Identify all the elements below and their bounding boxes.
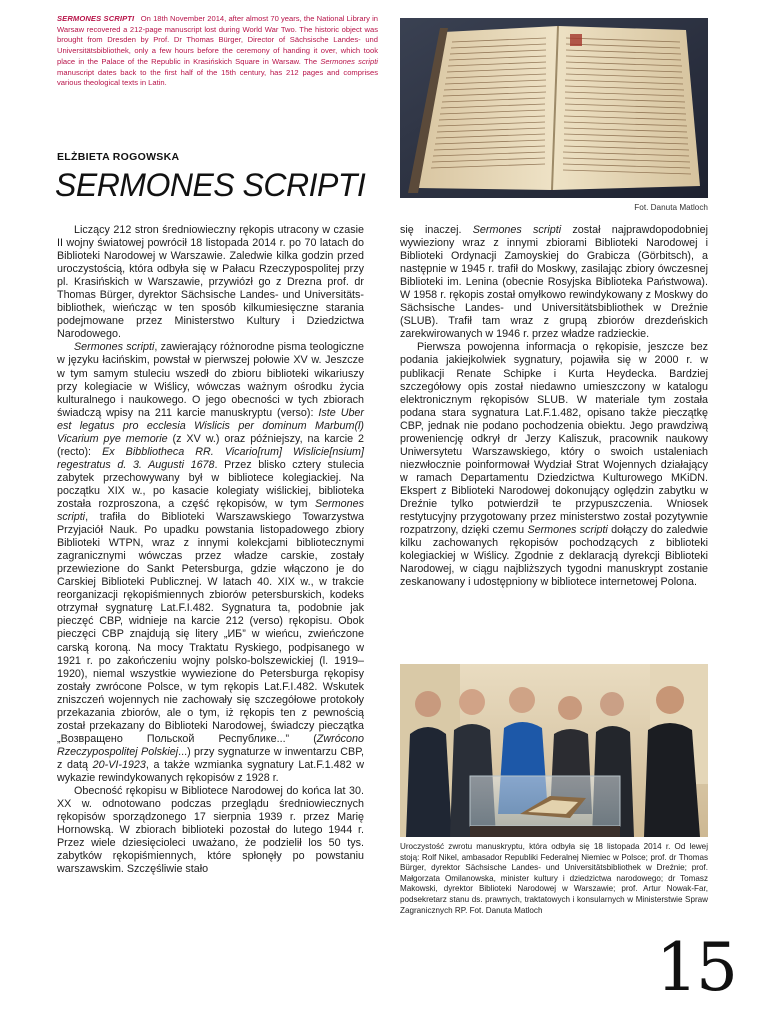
text-run: się inaczej.	[400, 224, 473, 236]
italic-term: Sermones scripti	[74, 341, 155, 354]
text-run: , zawierający różnorodne pisma teologiczne w języku łacińskim, powstał w pierwszej połowie XV w. Jeszcze w tym samym stuleciu wszedł do zbioru biblioteki wikariuszy przy kolegiacie w Wiślicy, wówczas ważnym ośrodku życia kulturalnego i naukowego. O jego obecności w tych zbiorach świadczą wpisy na 211 karcie manuskryptu (verso):	[57, 341, 364, 419]
italic-quote: Zwrócono Rzeczypospolitej Polskiej	[57, 732, 364, 758]
intro-text: On 18th November 2014, after almost 70 years, the National Library in Warsaw recovered a 212-page manuscript lost during World War Two. The historic object was brought from Dresden by Prof. Dr Thomas Bürger, Director of Sächsische Landes- und Universitätsbibliothek, only a few hours before the ceremony of handing it over, which took place in the Palace of the Republic in Krasińskich Square in Warsaw. The	[57, 14, 378, 66]
text-run: , a także wzmianka sygnatury Lat.F.1.482 w wykazie rewindykowanych rękopisów z 1928 r.	[57, 758, 364, 784]
text-run: , trafiła do Biblioteki Warszawskiego Towarzystwa Przyjaciół Nauk. Po upadku powstania listopadowego zbiory Biblioteki WTPN, wraz z innymi kolekcjami bibliotecznymi zagranicznymi wówczas przez władze carskie, zostały przewiezione do Sankt Petersburga, gdzie włączono je do Carskiej Biblioteki Publicznej. W latach 40. XIX w., w trakcie reorganizacji rękopiśmiennych zbiorów petersburskich, kodeks otrzymał sygnaturę Lat.F.I.482. Sygnatura ta, podobnie jak pieczęć CBP, widnieje na karcie 212 (verso) rękopisu. Obok pieczęci CBP znajdują się litery „ИБ” w wieńcu, zwieńczone carską koroną. Na mocy Traktatu Ryskiego, podpisanego w 1921 r. po zakończeniu wojny polsko-bolszewickiej (l. 1919–1920), niemal wszystkie wywiezione do Petersburga rękopisy zostały zwrócone Polsce, w tym rękopis Lat.F.I.482. Wskutek zniszczeń wojennych nie zachowały się szczegółowe protokoły przekazania zbiorów, ale o tym, iż rękopis ten z pewnością został przekazany do Biblioteki Narodowej, świadczy pieczątka „Возвращено Польской Республике...” (	[57, 511, 364, 745]
text-run: . Przez blisko cztery stulecia zabytek przechowywany był w bibliotece kolegiackiej. Na początku XIX w., po kasacie kolegiaty wiślickiej, biblioteka została rozproszona, a część rękopisów, w tym	[57, 458, 365, 510]
manuscript-photo	[400, 18, 708, 198]
article-column-right	[400, 224, 708, 589]
italic-term: Sermones scripti	[527, 524, 608, 537]
author-name: ELŻBIETA ROGOWSKA	[57, 151, 180, 163]
intro-italic: Sermones scripti	[320, 56, 378, 66]
intro-summary	[57, 14, 378, 89]
article-title: SERMONES SCRIPTI	[55, 167, 366, 203]
intro-keyword: SERMONES SCRIPTI	[57, 14, 135, 23]
text-run: Pierwsza powojenna informacja o rękopisie, jeszcze bez podania jakiejkolwiek sygnatury, pojawiła się w 2000 r. w publikacji Renate Schipke i Kurta Heydecka. Bardziej szczegółowy opis został niedawno umieszczony w katalogu elektronicznym rękopisów SLUB. W materiale tym została podana stara sygnatura Lat.F.1.482, opisano także pieczątkę CBP, jednak nie podano pochodzenia obiektu. Jego prawdziwą proweniencję odkrył dr Jerzy Kaliszuk, pracownik naukowy Uniwersytetu Warszawskiego, który o swoich ustaleniach niezwłocznie poinformował Wydział Strat Wojennych działający w ramach Departamentu Dziedzictwa Kulturowego MKiDN. Ekspert z Biblioteki Narodowej dokonujący oględzin zabytku w Dreźnie tylko potwierdził te przypuszczenia. Wniosek restytucyjny przygotowany przez ministerstwo został pozytywnie rozpatrzony, dzięki czemu	[400, 341, 708, 537]
intro-text-end: manuscript dates back to the first half of the 15th century, has 212 pages and comprises various theological texts in Latin.	[57, 67, 378, 88]
paragraph	[400, 341, 708, 589]
photo-caption: Uroczystość zwrotu manuskryptu, która odbyła się 18 listopada 2014 r. Od lewej stoją: Rolf Nikel, ambasador Republiki Federalnej Niemiec w Polsce; prof. dr Thomas Bürger, dyrektor Sächsische Landes- und Universitätsbibliothek w Dreźnie; prof. Małgorzata Omilanowska, minister kultury i dziedzictwa narodowego; dr Tomasz Makowski, dyrektor Biblioteki Narodowej w Warszawie; prof. Artur Nowak-Far, podsekretarz stanu ds. prawnych, traktatowych i konsularnych w Ministerstwie Spraw Zagranicznych RP. Fot. Danuta Matloch	[400, 842, 708, 915]
italic-quote: Iste Uber est legatus pro ecclesia Wislicis per dominum Marbum(l) Vicarium pye memorie	[57, 406, 364, 445]
text-run: został najprawdopodobniej wywieziony wraz z innymi zbiorami Biblioteki Narodowej i Biblioteki Ordynacji Zamoyskiej do Grabicza (Görbitsch), a następnie w 1945 r. trafił do Moskwy, zasilając zbiory ówczesnej Biblioteki im. Lenina (obecnie Rosyjska Biblioteka Państwowa). W 1958 r. rękopis został omyłkowo rewindykowany z Moskwy do Sächsische Landes- und Universitätsbibliothek w Dreźnie (SLUB). Trafił tam wraz z grupą zbiorów drezdeńskich zarekwirowanych w 1946 r. przez władze radzieckie.	[400, 224, 708, 341]
text-run: dołączy do zaledwie kilku zachowanych rękopisów pochodzących z biblioteki kolegiackiej w Wiślicy. Zgodnie z deklaracją dyrekcji Biblioteki Narodowej, w ciągu najbliższych tygodni manuskrypt zostanie zeskanowany i udostępniony w bibliotece internetowej Polona.	[400, 524, 708, 589]
paragraph	[400, 224, 708, 341]
ceremony-photo	[400, 664, 708, 837]
italic-date: 20-VI-1923	[92, 758, 146, 771]
italic-quote: Ex Bibbliotheca RR. Vicario[rum] Wislicie[nsium] regestratus d. 3. Augusti 1678	[57, 445, 364, 471]
text-run: (z XV w.) oraz późniejszy, na karcie 2 (recto):	[57, 432, 364, 458]
article-column-left	[57, 224, 364, 876]
text-run: ...) przy sygnaturze w inwentarzu CBP, z datą	[57, 745, 364, 771]
italic-term: Sermones scripti	[57, 497, 364, 524]
top-photo-credit: Fot. Danuta Matloch	[634, 203, 708, 212]
paragraph: Liczący 212 stron średniowieczny rękopis utracony w czasie II wojny światowej powrócił 18 listopada 2014 r. po 70 latach do Biblioteki Narodowej w Warszawie. Zaledwie kilka godzin przed uroczystością, która odbyła się w Pałacu Rzeczypospolitej przy pl. Krasińskich w Warszawie, przywiózł go z Drezna prof. dr Thomas Bürger, dyrektor Sächsische Landes- und Universitäts-bibliothek, wieńcząc w ten sposób kilkumiesięczne starania podejmowane przez Ministerstwo Kultury i Dziedzictwa Narodowego.	[57, 224, 364, 341]
italic-term: Sermones scripti	[472, 224, 562, 236]
paragraph: Obecność rękopisu w Bibliotece Narodowej do końca lat 30. XX w. odnotowano podczas przeglądu średniowiecznych rękopisów sporządzonego 17 sierpnia 1939 r. przez Marię Hornowską. W zbiorach biblioteki pozostał do lutego 1944 r. Przez wiele dziesięcioleci uważano, że podzielił los 50 tys. zabytków rękopiśmiennych, które spłonęły po powstaniu warszawskim. Szczęśliwie stało	[57, 785, 364, 876]
page-number: 15	[656, 929, 736, 1006]
paragraph	[57, 341, 364, 785]
